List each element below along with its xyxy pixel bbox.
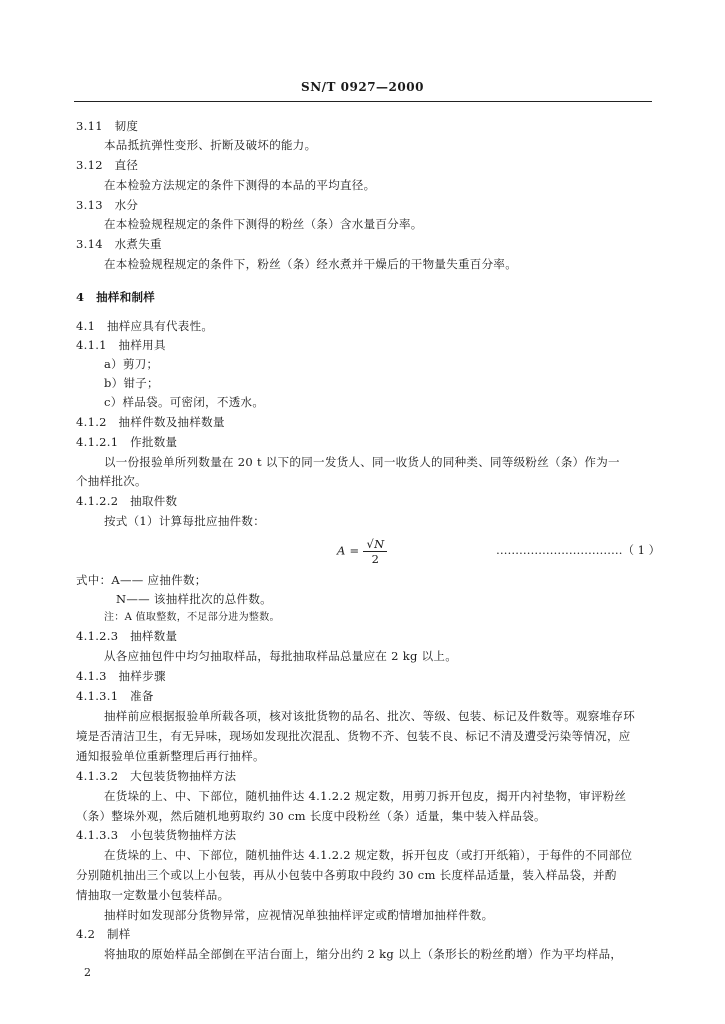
clause-4-1: 4.1 抽样应具有代表性。 <box>76 319 214 333</box>
standard-code-header: SN/T 0927—2000 <box>301 80 424 94</box>
page-number: 2 <box>84 966 92 979</box>
clause-4-1-1-heading: 4.1.1 抽样用具 <box>76 338 166 352</box>
formula-lhs: A = <box>337 543 360 558</box>
clause-4-1-3-2-body-1: 在货垛的上、中、下部位，随机抽件达 4.1.2.2 规定数，用剪刀拆开包皮，揭开内衬垫物，审评粉丝 <box>104 789 627 803</box>
clause-4-1-2-1-body-1: 以一份报验单所列数量在 20 t 以下的同一发货人、同一收货人的同种类、同等级粉丝（条）作为一 <box>104 455 620 469</box>
list-item-b: b）钳子； <box>104 376 159 390</box>
clause-4-1-3-1-body-3: 通知报验单位重新整理后再行抽样。 <box>76 749 265 763</box>
formula-denominator: 2 <box>371 552 380 566</box>
clause-4-1-2-2-body: 按式（1）计算每批应抽件数： <box>104 514 266 528</box>
clause-3-14-heading: 3.14 水煮失重 <box>76 237 162 251</box>
clause-4-1-3-1-body-1: 抽样前应根据报验单所载各项，核对该批货物的品名、批次、等级、包装、标记及件数等。观察堆存环 <box>104 709 635 723</box>
clause-4-1-3-1-heading: 4.1.3.1 准备 <box>76 689 154 703</box>
clause-4-1-2-2-heading: 4.1.2.2 抽取件数 <box>76 494 178 508</box>
clause-4-1-2-3-body: 从各应抽包件中均匀抽取样品，每批抽取样品总量应在 2 kg 以上。 <box>104 649 458 663</box>
clause-3-12-heading: 3.12 直径 <box>76 158 139 172</box>
note: 注：A 值取整数，不足部分进为整数。 <box>104 612 280 623</box>
clause-4-1-3-3-body-4: 抽样时如发现部分货物异常，应视情况单独抽样评定或酌情增加抽样件数。 <box>104 908 494 922</box>
formula-number: ……………………………（ 1 ） <box>496 543 661 557</box>
clause-4-2-heading: 4.2 制样 <box>76 927 131 941</box>
clause-4-1-3-2-body-2: （条）整垛外观，然后随机地剪取约 30 cm 长度中段粉丝（条）适量，集中装入样品袋。 <box>76 809 546 823</box>
clause-4-1-3-heading: 4.1.3 抽样步骤 <box>76 669 166 683</box>
clause-4-1-2-heading: 4.1.2 抽样件数及抽样数量 <box>76 415 225 429</box>
clause-4-1-3-3-body-1: 在货垛的上、中、下部位，随机抽件达 4.1.2.2 规定数，拆开包皮（或打开纸箱），于每件的不同部位 <box>104 848 633 862</box>
clause-4-1-3-3-body-2: 分别随机抽出三个或以上小包装，再从小包装中各剪取中段约 30 cm 长度样品适量，装入样品袋，并酌 <box>76 868 617 882</box>
clause-3-13-heading: 3.13 水分 <box>76 198 139 212</box>
clause-3-11-heading: 3.11 韧度 <box>76 119 139 133</box>
list-item-a: a）剪刀； <box>104 357 159 371</box>
clause-3-13-body: 在本检验规程规定的条件下测得的粉丝（条）含水量百分率。 <box>104 217 423 231</box>
section-4-heading: 4 抽样和制样 <box>76 290 156 304</box>
clause-4-1-3-3-heading: 4.1.3.3 小包装货物抽样方法 <box>76 828 237 842</box>
clause-4-1-2-1-heading: 4.1.2.1 作批数量 <box>76 435 178 449</box>
where-line-2: N—— 该抽样批次的总件数。 <box>116 592 272 606</box>
clause-4-1-2-1-body-2: 个抽样批次。 <box>76 474 147 488</box>
clause-4-1-3-2-heading: 4.1.3.2 大包装货物抽样方法 <box>76 769 237 783</box>
clause-3-12-body: 在本检验方法规定的条件下测得的本品的平均直径。 <box>104 178 376 192</box>
where-line-1: 式中：A—— 应抽件数； <box>76 573 207 587</box>
clause-4-2-body: 将抽取的原始样品全部倒在平洁台面上，缩分出约 2 kg 以上（条形长的粉丝酌增）作为平均样品， <box>104 947 623 961</box>
list-item-c: c）样品袋。可密闭，不透水。 <box>104 395 265 409</box>
header-rule <box>74 101 652 102</box>
formula-numerator: √N <box>363 537 387 552</box>
formula-1 <box>337 537 387 566</box>
formula-fraction <box>363 537 387 566</box>
clause-3-14-body: 在本检验规程规定的条件下，粉丝（条）经水煮并干燥后的干物量失重百分率。 <box>104 257 517 271</box>
clause-3-11-body: 本品抵抗弹性变形、折断及破坏的能力。 <box>104 138 317 152</box>
clause-4-1-3-1-body-2: 境是否清洁卫生，有无异味，现场如发现批次混乱、货物不齐、包装不良、标记不清及遭受污染等情况，应 <box>76 729 631 743</box>
clause-4-1-2-3-heading: 4.1.2.3 抽样数量 <box>76 629 178 643</box>
clause-4-1-3-3-body-3: 情抽取一定数量小包装样品。 <box>76 888 230 902</box>
